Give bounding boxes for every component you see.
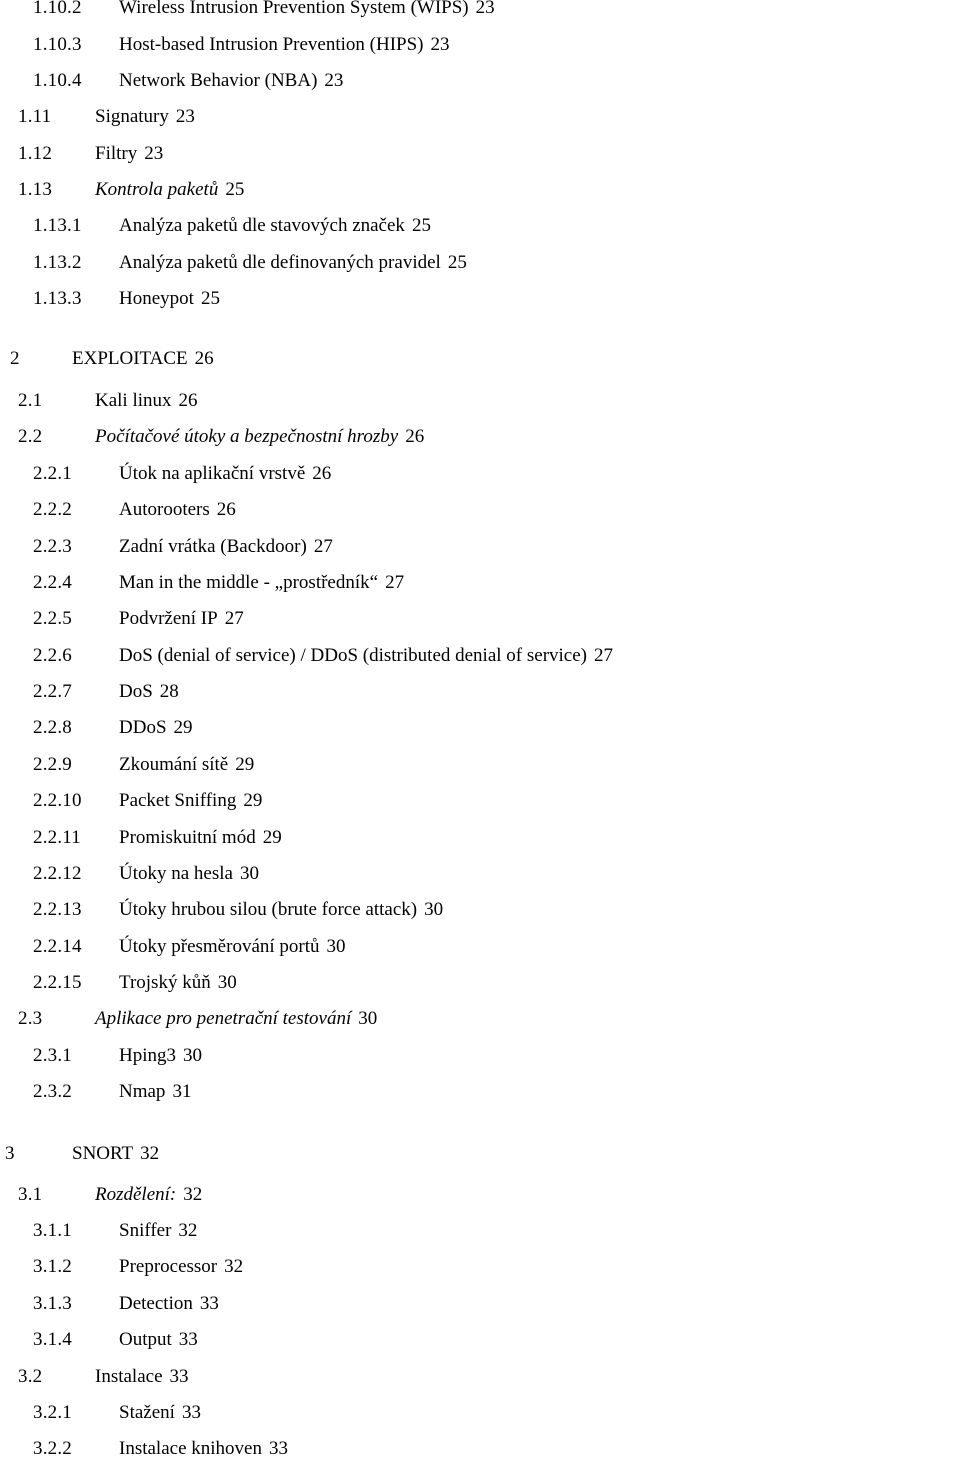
toc-entry-number: 1.10.4: [33, 70, 82, 91]
toc-entry-number: 2.2.1: [33, 463, 72, 484]
toc-entry-page: 29: [235, 754, 255, 775]
toc-entry-number: 3.1.4: [33, 1329, 72, 1350]
toc-entry-number: 1.13.2: [33, 252, 82, 273]
toc-entry-number: 3.2.1: [33, 1402, 72, 1423]
toc-entry-page: 30: [183, 1045, 202, 1066]
toc-entry-number: 2.2.11: [33, 827, 81, 848]
toc-entry-page: 26: [405, 426, 425, 447]
toc-entry-title: Analýza paketů dle stavových značek: [119, 215, 405, 236]
toc-entry-number: 1.13: [18, 179, 53, 200]
toc-entry-page: 30: [217, 972, 237, 993]
toc-entry-page: 32: [224, 1256, 244, 1277]
toc-entry-number: 2.2.6: [33, 645, 72, 666]
toc-entry-page: 29: [173, 717, 193, 738]
toc-entry-title: Signatury: [95, 106, 169, 127]
toc-entry-title: Trojský kůň: [119, 972, 211, 993]
toc-entry-number: 2: [10, 348, 20, 369]
toc-entry-page: 25: [225, 179, 245, 200]
toc-entry-page: 25: [411, 215, 431, 236]
toc-entry-page: 33: [178, 1329, 198, 1350]
toc-entry-number: 3: [5, 1143, 15, 1164]
toc-entry-number: 3.1.1: [33, 1220, 72, 1241]
toc-entry-page: 26: [194, 348, 214, 369]
toc-entry-number: 2.2.4: [33, 572, 72, 593]
toc-entry-number: 3.1.3: [33, 1293, 72, 1314]
toc-entry-title: DDoS: [119, 717, 167, 738]
toc-entry-page: 28: [159, 681, 179, 702]
toc-entry-number: 2.2.13: [33, 899, 82, 920]
toc-entry-number: 2.2.10: [33, 790, 82, 811]
toc-entry-page: 23: [475, 0, 495, 18]
toc-entry-title: Rozdělení:: [95, 1184, 177, 1205]
toc-entry-title: Kontrola paketů: [95, 179, 219, 200]
toc-entry-page: 31: [172, 1081, 192, 1102]
toc-entry-page: 30: [326, 936, 346, 957]
toc-entry-page: 25: [447, 252, 467, 273]
toc-entry-title: Network Behavior (NBA): [119, 70, 318, 91]
toc-entry-title: Hping3: [119, 1045, 176, 1066]
toc-entry-number: 2.2.3: [33, 536, 72, 557]
toc-entry-page: 33: [199, 1293, 219, 1314]
toc-entry-page: 27: [385, 572, 405, 593]
toc-entry-title: Autorooters: [119, 499, 210, 520]
toc-entry-title: Kali linux: [95, 390, 172, 411]
toc-entry-number: 3.1: [18, 1184, 43, 1205]
toc-entry-title: Aplikace pro penetrační testování: [95, 1008, 352, 1029]
toc-entry-page: 23: [430, 34, 450, 55]
toc-entry-number: 2.2.2: [33, 499, 72, 520]
toc-entry-page: 25: [200, 288, 220, 309]
toc-entry-page: 27: [313, 536, 333, 557]
toc-entry-title: DoS: [119, 681, 153, 702]
toc-entry-page: 23: [144, 143, 164, 164]
toc-entry-page: 30: [424, 899, 444, 920]
toc-entry-page: 32: [140, 1143, 160, 1164]
toc-entry-title: Útoky přesměrování portů: [119, 936, 320, 957]
toc-entry-number: 1.12: [18, 143, 53, 164]
toc-entry-title: Počítačové útoky a bezpečnostní hrozby: [95, 426, 399, 447]
toc-entry-page: 29: [262, 827, 282, 848]
toc-entry-title: DoS (denial of service) / DDoS (distributed denial of service): [119, 645, 588, 666]
toc-entry-title: Útoky hrubou silou (brute force attack): [119, 899, 418, 920]
toc-entry-title: Filtry: [95, 143, 138, 164]
toc-entry-title: Sniffer: [119, 1220, 172, 1241]
toc-entry-number: 2.2.9: [33, 754, 72, 775]
toc-entry-title: Packet Sniffing: [119, 790, 237, 811]
toc-entry-title: Útok na aplikační vrstvě: [119, 463, 306, 484]
toc-entry-page: 33: [268, 1438, 288, 1459]
toc-entry-title: SNORT: [72, 1143, 134, 1164]
toc-entry-title: EXPLOITACE: [72, 348, 188, 369]
toc-entry-number: 1.10.2: [33, 0, 82, 18]
toc-entry-page: 26: [312, 463, 332, 484]
toc-entry-title: Stažení: [119, 1402, 175, 1423]
toc-entry-number: 2.2: [18, 426, 43, 447]
toc-entry-title: Detection: [119, 1293, 193, 1314]
toc-entry-title: Zkoumání sítě: [119, 754, 229, 775]
toc-entry-number: 2.2.14: [33, 936, 82, 957]
toc-entry-title: Wireless Intrusion Prevention System (WIPS): [119, 0, 470, 20]
toc-entry-page: 32: [178, 1220, 198, 1241]
toc-entry-number: 3.1.2: [33, 1256, 72, 1277]
toc-entry-title: Preprocessor: [119, 1256, 218, 1277]
toc-entry-page: 27: [594, 645, 614, 666]
toc-entry-page: 33: [181, 1402, 201, 1423]
toc-entry-number: 1.13.3: [33, 288, 82, 309]
toc-entry-number: 2.2.15: [33, 972, 82, 993]
toc-entry-page: 23: [324, 70, 344, 91]
toc-entry-number: 2.2.7: [33, 681, 72, 702]
toc-entry-title: Man in the middle - „prostředník“: [119, 572, 379, 593]
toc-entry-number: 3.2: [18, 1366, 43, 1387]
toc-entry-number: 3.2.2: [33, 1438, 72, 1459]
toc-entry-page: 30: [358, 1008, 378, 1029]
toc-entry-title: Promiskuitní mód: [119, 827, 256, 848]
toc-entry-title: Zadní vrátka (Backdoor): [119, 536, 307, 557]
toc-entry-title: Útoky na hesla: [119, 863, 233, 884]
toc-entry-page: 26: [216, 499, 236, 520]
toc-entry-title: Nmap: [119, 1081, 166, 1102]
toc-entry-number: 2.3.1: [33, 1045, 72, 1066]
toc-entry-title: Honeypot: [119, 288, 194, 309]
toc-entry-page: 27: [224, 608, 244, 629]
toc-entry-page: 30: [239, 863, 259, 884]
toc-entry-title: Instalace knihoven: [119, 1438, 262, 1459]
toc-entry-page: 33: [169, 1366, 189, 1387]
toc-entry-number: 2.2.5: [33, 608, 72, 629]
toc-entry-title: Podvržení IP: [119, 608, 218, 629]
toc-entry-number: 1.13.1: [33, 215, 82, 236]
toc-entry-number: 2.2.8: [33, 717, 72, 738]
toc-entry-page: 29: [243, 790, 263, 811]
toc-entry-number: 2.3: [18, 1008, 43, 1029]
toc-entry-title: Instalace: [95, 1366, 163, 1387]
toc-entry-page: 23: [175, 106, 195, 127]
toc-entry-title: Host-based Intrusion Prevention (HIPS): [119, 34, 424, 55]
toc-entry-title: Analýza paketů dle definovaných pravidel: [119, 252, 441, 273]
toc-entry-title: Output: [119, 1329, 172, 1350]
toc-entry-number: 1.11: [18, 106, 52, 127]
toc-entry-number: 1.10.3: [33, 34, 82, 55]
toc-entry-number: 2.1: [18, 390, 43, 411]
toc-entry-page: 26: [178, 390, 198, 411]
toc-entry-number: 2.2.12: [33, 863, 82, 884]
toc-entry-number: 2.3.2: [33, 1081, 72, 1102]
toc-entry-page: 32: [183, 1184, 203, 1205]
